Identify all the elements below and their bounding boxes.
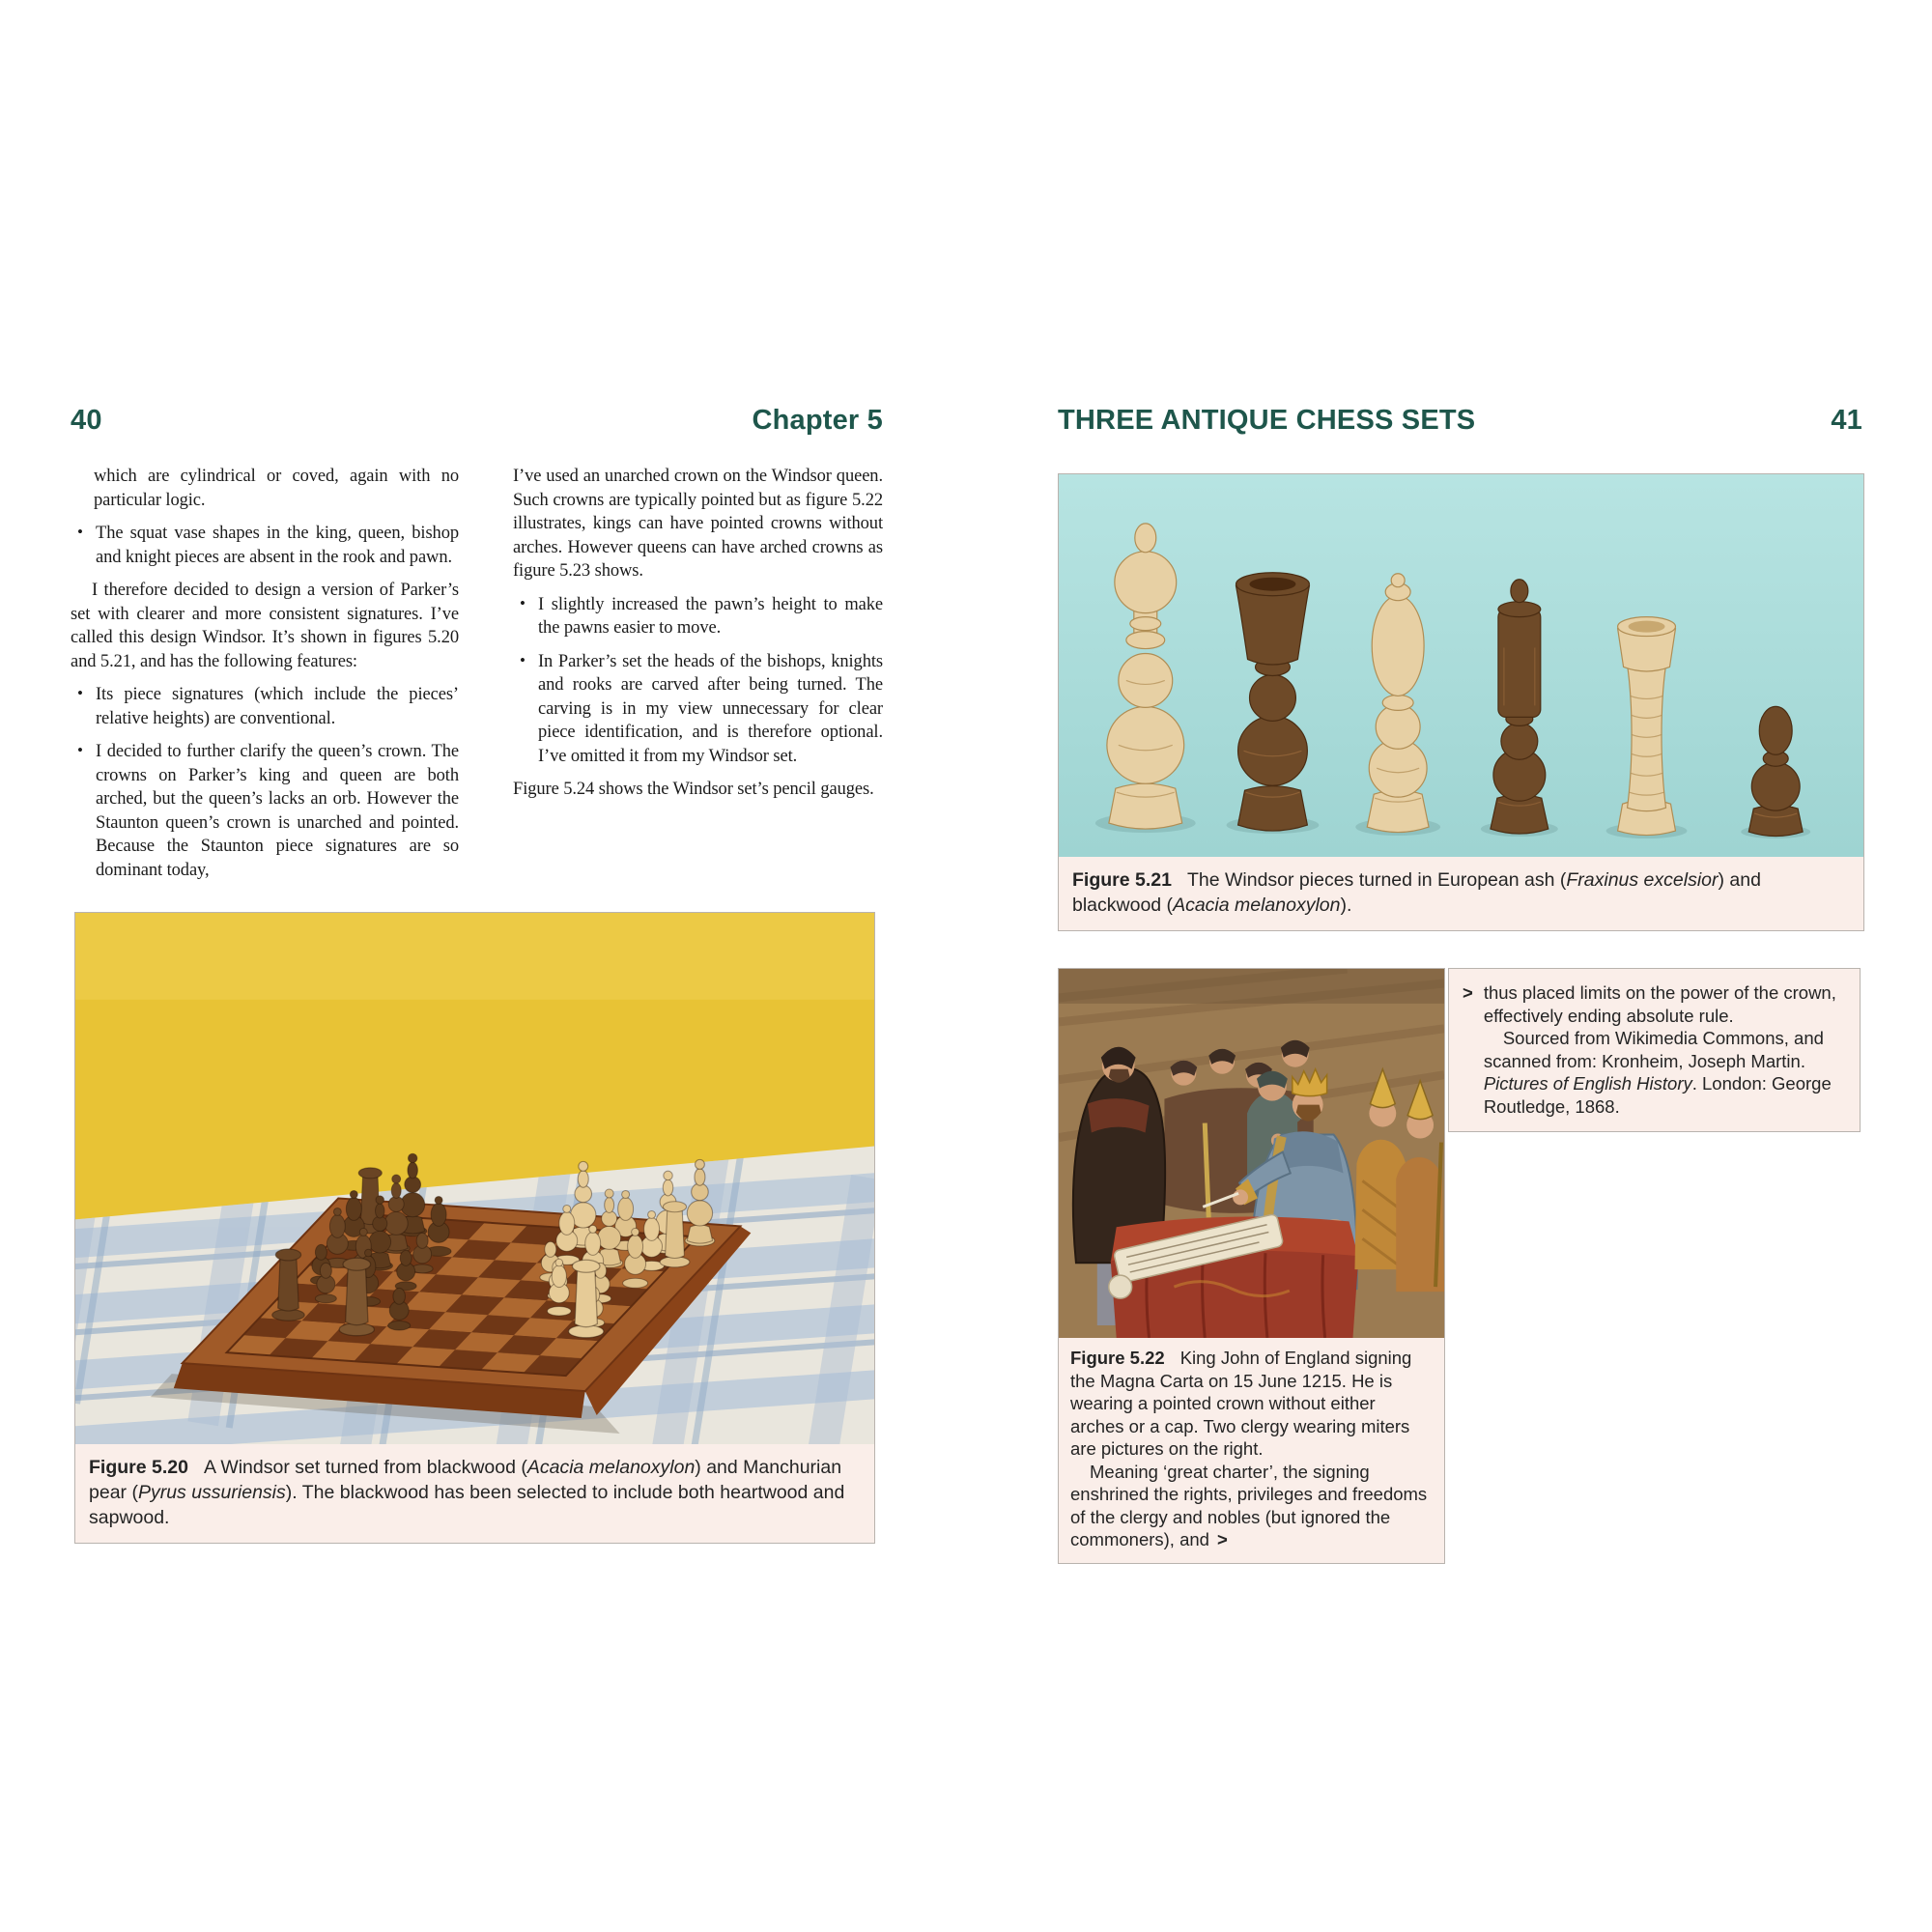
figure-5-20 [74,912,875,1544]
paragraph: Figure 5.24 shows the Windsor set’s pencil gauges. [513,780,874,799]
bullet-text: • The squat vase shapes in the king, queen, bishop and knight pieces are absent in the rook and pawn. [96,524,459,567]
bullet-text: • I decided to further clarify the queen’s crown. The crowns on Parker’s king and queen are both arched, but the queen’s lacks an orb. However the Staunton queen’s crown is unarched and pointed. Because the Staunton piece signatures are so dominant today, [96,742,459,880]
caption-continuation-box [1448,968,1861,1132]
figure-5-22-caption [1059,1338,1444,1563]
right-running-header [1058,405,1862,437]
bullet-text: • Its piece signatures (which include the pieces’ relative heights) are conventional. [96,685,459,728]
bullet-item [71,740,459,882]
continuation-arrow-icon: > [1216,1529,1228,1549]
bullet-item [513,593,883,640]
paragraph-continuation: I’ve used an unarched crown on the Windsor queen. Such crowns are typically pointed but as figure 5.22 illustrates, kings can have pointed crowns without arches. However queens can have arched crowns as figure 5.23 shows. [513,467,883,581]
page-number-right: 41 [1831,405,1862,436]
bullet-item [71,522,459,569]
charter-table [1109,1213,1359,1338]
left-text-column [71,465,459,892]
right-text-column [513,465,883,811]
chapter-running-head: Chapter 5 [752,405,883,436]
figure-label: Figure 5.22 [1070,1348,1165,1368]
bullet-item [71,683,459,730]
continuation-arrow-icon: > [1463,982,1473,1003]
paragraph: I therefore decided to design a version of Parker’s set with clearer and more consistent signatures. I’ve called this design Windsor. It’s shown in figures 5.20 and 5.21, and has the following features: [71,581,459,671]
section-running-head: THREE ANTIQUE CHESS SETS [1058,405,1476,436]
paragraph-continuation: which are cylindrical or coved, again with no particular logic. [94,467,459,510]
windsor-pieces-photo [1059,474,1863,857]
caption-paragraph: Meaning ‘great charter’, the signing enshrined the rights, privileges and freedoms of the clergy and nobles (but ignored the commoners), and > [1070,1461,1428,1549]
figure-label: Figure 5.21 [1072,869,1172,891]
source-credit: Sourced from Wikimedia Commons, and scanned from: Kronheim, Joseph Martin. Pictures of English History. London: George Routledge, 1868. [1483,1028,1832,1117]
figure-5-21 [1058,473,1864,931]
figure-5-22 [1058,968,1445,1564]
bullet-text: • In Parker’s set the heads of the bishops, knights and rooks are carved after being turned. The carving is in my view unnecessary for clear piece identification, and is therefore optional. I’ve omitted it from my Windsor set. [538,651,883,766]
caption-paragraph: Figure 5.22 King John of England signing the Magna Carta on 15 June 1215. He is wearing a pointed crown without either arches or a cap. Two clergy wearing miters are pictures on the right. [1070,1348,1412,1459]
bullet-item [513,650,883,769]
magna-carta-illustration [1059,969,1444,1338]
windsor-chess-set-photo [75,913,874,1444]
left-running-header [71,405,883,437]
page-number-left: 40 [71,405,102,436]
figure-label: Figure 5.20 [89,1457,188,1478]
continuation-text: thus placed limits on the power of the crown, effectively ending absolute rule. Sourced from Wikimedia Commons, and scanned from: Kronheim, Joseph Martin. Pictures of English History. London: George Routledge, 1868. [1484,981,1846,1118]
figure-5-20-caption: Figure 5.20 A Windsor set turned from blackwood (Acacia melanoxylon) and Manchurian pear (Pyrus ussuriensis). The blackwood has been selected to include both heartwood and sapwood. [89,1457,845,1528]
bullet-text: • I slightly increased the pawn’s height to make the pawns easier to move. [538,594,883,638]
figure-5-21-caption: Figure 5.21 The Windsor pieces turned in European ash (Fraxinus excelsior) and blackwood (Acacia melanoxylon). [1072,869,1761,916]
aqua-backdrop [1059,474,1863,857]
